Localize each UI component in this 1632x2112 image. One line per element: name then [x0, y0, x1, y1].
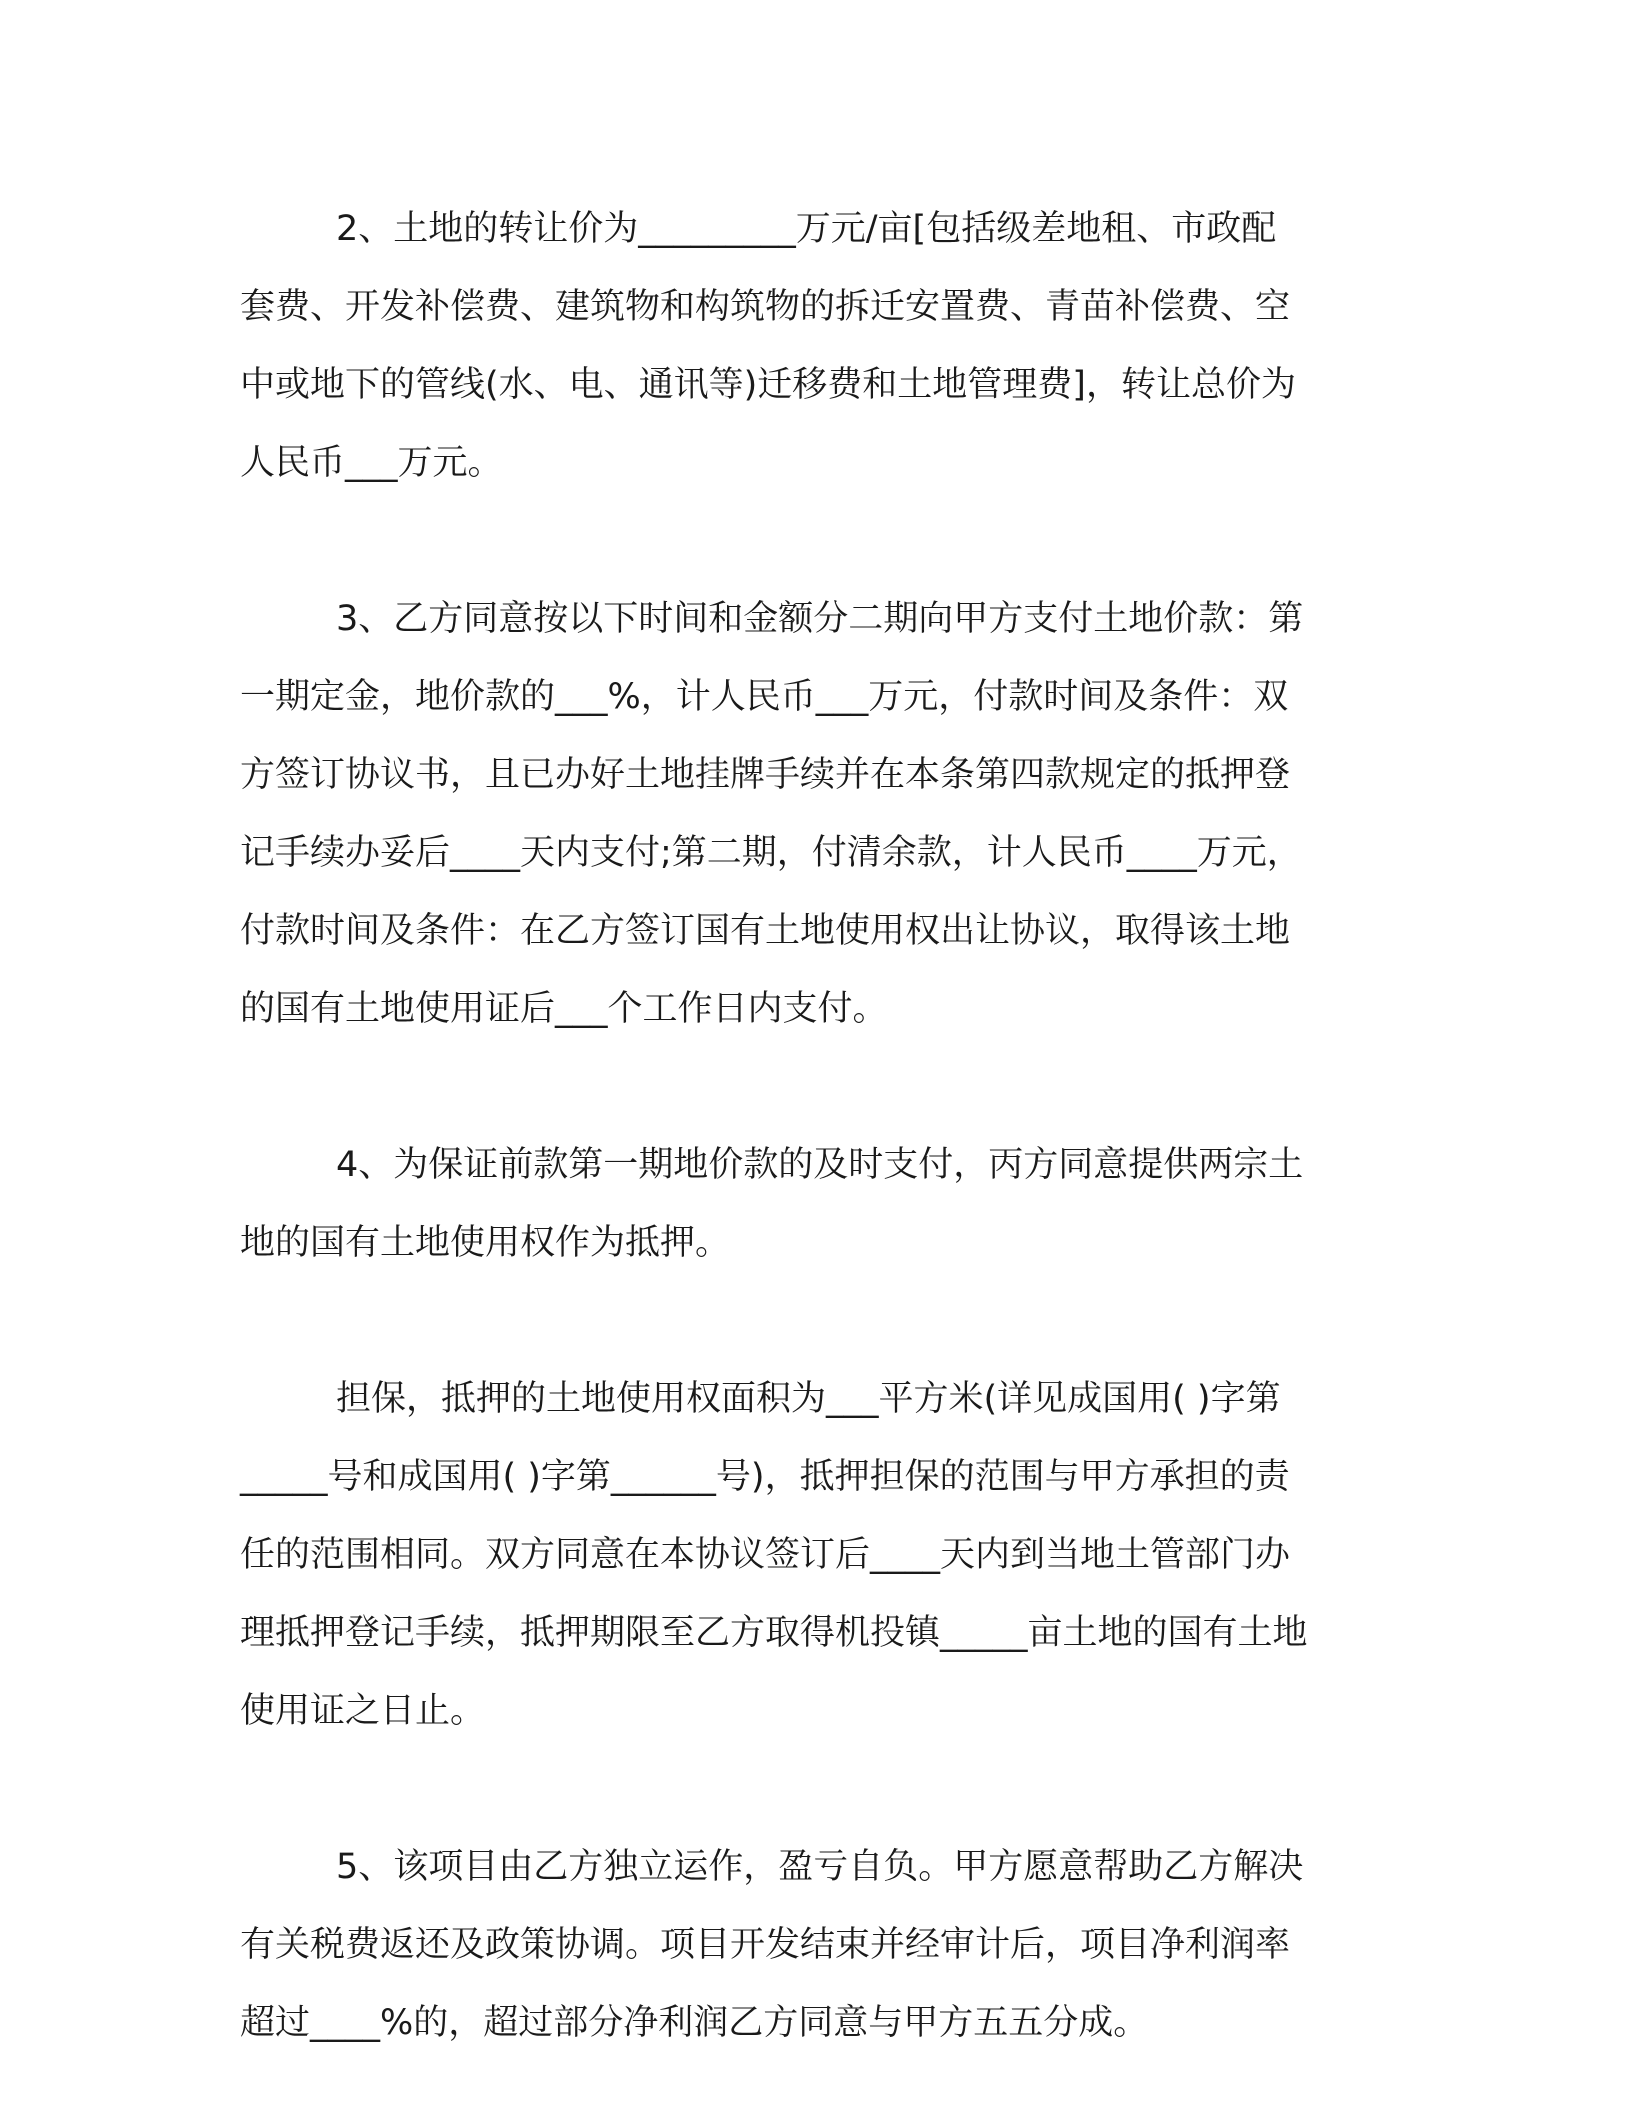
paragraph-line: 理抵押登记手续，抵押期限至乙方取得机投镇_____亩土地的国有土地 — [240, 1613, 1308, 1653]
paragraph-clause-2 — [240, 190, 1390, 502]
paragraph-line: 使用证之日止。 — [240, 1691, 486, 1731]
paragraph-line: 的国有土地使用证后___个工作日内支付。 — [240, 989, 888, 1029]
paragraph-line: 任的范围相同。双方同意在本协议签订后____天内到当地土管部门办 — [240, 1535, 1291, 1575]
paragraph-line: 付款时间及条件：在乙方签订国有土地使用权出让协议，取得该土地 — [240, 911, 1291, 951]
paragraph-line: 3、乙方同意按以下时间和金额分二期向甲方支付土地价款：第 — [336, 599, 1304, 639]
paragraph-clause-5 — [240, 1828, 1390, 2062]
paragraph-line: 担保，抵押的土地使用权面积为___平方米(详见成国用( )字第 — [336, 1379, 1281, 1419]
paragraph-line: 2、土地的转让价为_________万元/亩[包括级差地租、市政配 — [336, 209, 1277, 249]
paragraph-line: 记手续办妥后____天内支付;第二期，付清余款，计人民币____万元， — [240, 833, 1302, 873]
document-body — [240, 190, 1390, 2062]
paragraph-line: 有关税费返还及政策协调。项目开发结束并经审计后，项目净利润率 — [240, 1925, 1291, 1965]
paragraph-line: 4、为保证前款第一期地价款的及时支付，丙方同意提供两宗土 — [336, 1145, 1304, 1185]
paragraph-line: 人民币___万元。 — [240, 443, 503, 483]
paragraph-clause-4 — [240, 1126, 1390, 1282]
paragraph-line: 5、该项目由乙方独立运作，盈亏自负。甲方愿意帮助乙方解决 — [336, 1847, 1304, 1887]
paragraph-clause-4-guarantee — [240, 1360, 1390, 1750]
paragraph-line: 地的国有土地使用权作为抵押。 — [240, 1223, 731, 1263]
paragraph-line: 中或地下的管线(水、电、通讯等)迁移费和土地管理费]，转让总价为 — [240, 365, 1296, 405]
paragraph-line: 方签订协议书，且已办好土地挂牌手续并在本条第四款规定的抵押登 — [240, 755, 1291, 795]
paragraph-line: 超过____%的，超过部分净利润乙方同意与甲方五五分成。 — [240, 2003, 1149, 2043]
paragraph-line: _____号和成国用( )字第______号)，抵押担保的范围与甲方承担的责 — [240, 1457, 1290, 1497]
paragraph-line: 套费、开发补偿费、建筑物和构筑物的拆迁安置费、青苗补偿费、空 — [240, 287, 1291, 327]
paragraph-line: 一期定金，地价款的___%，计人民币___万元，付款时间及条件：双 — [240, 677, 1289, 717]
paragraph-clause-3 — [240, 580, 1390, 1048]
